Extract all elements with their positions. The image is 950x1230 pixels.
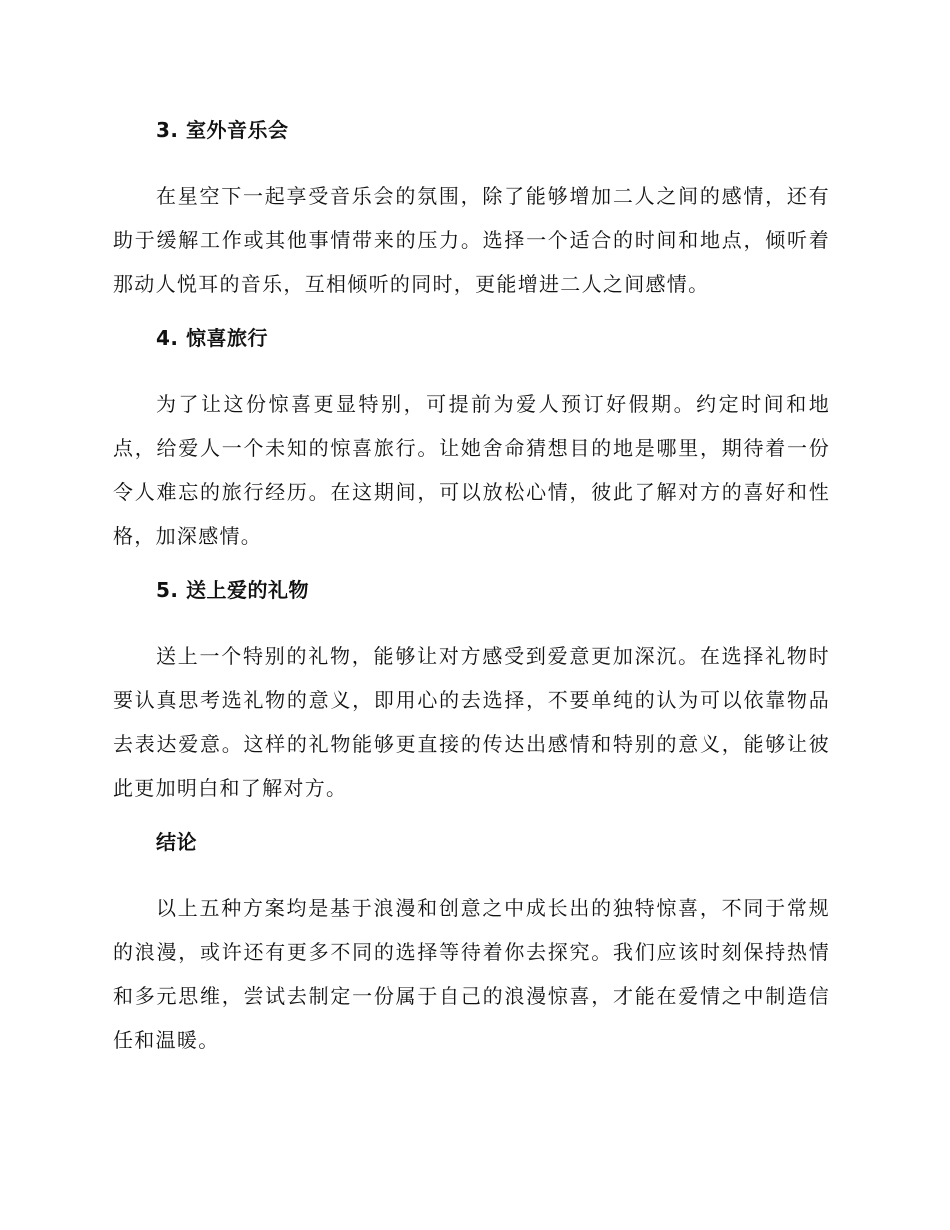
section-body-gift: 送上一个特别的礼物，能够让对方感受到爱意更加深沉。在选择礼物时要认真思考选礼物的意义，即用心的去选择，不要单纯的认为可以依靠物品去表达爱意。这样的礼物能够更直接的传达出感情和特别的意义，能够让彼此更加明白和了解对方。: [113, 644, 830, 800]
section-body-surprise-trip: 为了让这份惊喜更显特别，可提前为爱人预订好假期。约定时间和地点，给爱人一个未知的惊喜旅行。让她舍命猜想目的地是哪里，期待着一份令人难忘的旅行经历。在这期间，可以放松心情，彼此了解对方的喜好和性格，加深感情。: [113, 392, 830, 548]
section-heading-gift: 5. 送上爱的礼物: [156, 578, 309, 602]
document-page: [113, 0, 830, 1062]
section-heading-surprise-trip: 4. 惊喜旅行: [156, 326, 268, 350]
section-body-conclusion: 以上五种方案均是基于浪漫和创意之中成长出的独特惊喜，不同于常规的浪漫，或许还有更多不同的选择等待着你去探究。我们应该时刻保持热情和多元思维，尝试去制定一份属于自己的浪漫惊喜，才能在爱情之中制造信任和温暖。: [113, 896, 830, 1052]
section-heading-outdoor-concert: 3. 室外音乐会: [156, 118, 289, 142]
section-heading-conclusion: 结论: [156, 830, 197, 854]
section-body-outdoor-concert: 在星空下一起享受音乐会的氛围，除了能够增加二人之间的感情，还有助于缓解工作或其他事情带来的压力。选择一个适合的时间和地点，倾听着那动人悦耳的音乐，互相倾听的同时，更能增进二人之间感情。: [113, 184, 830, 296]
